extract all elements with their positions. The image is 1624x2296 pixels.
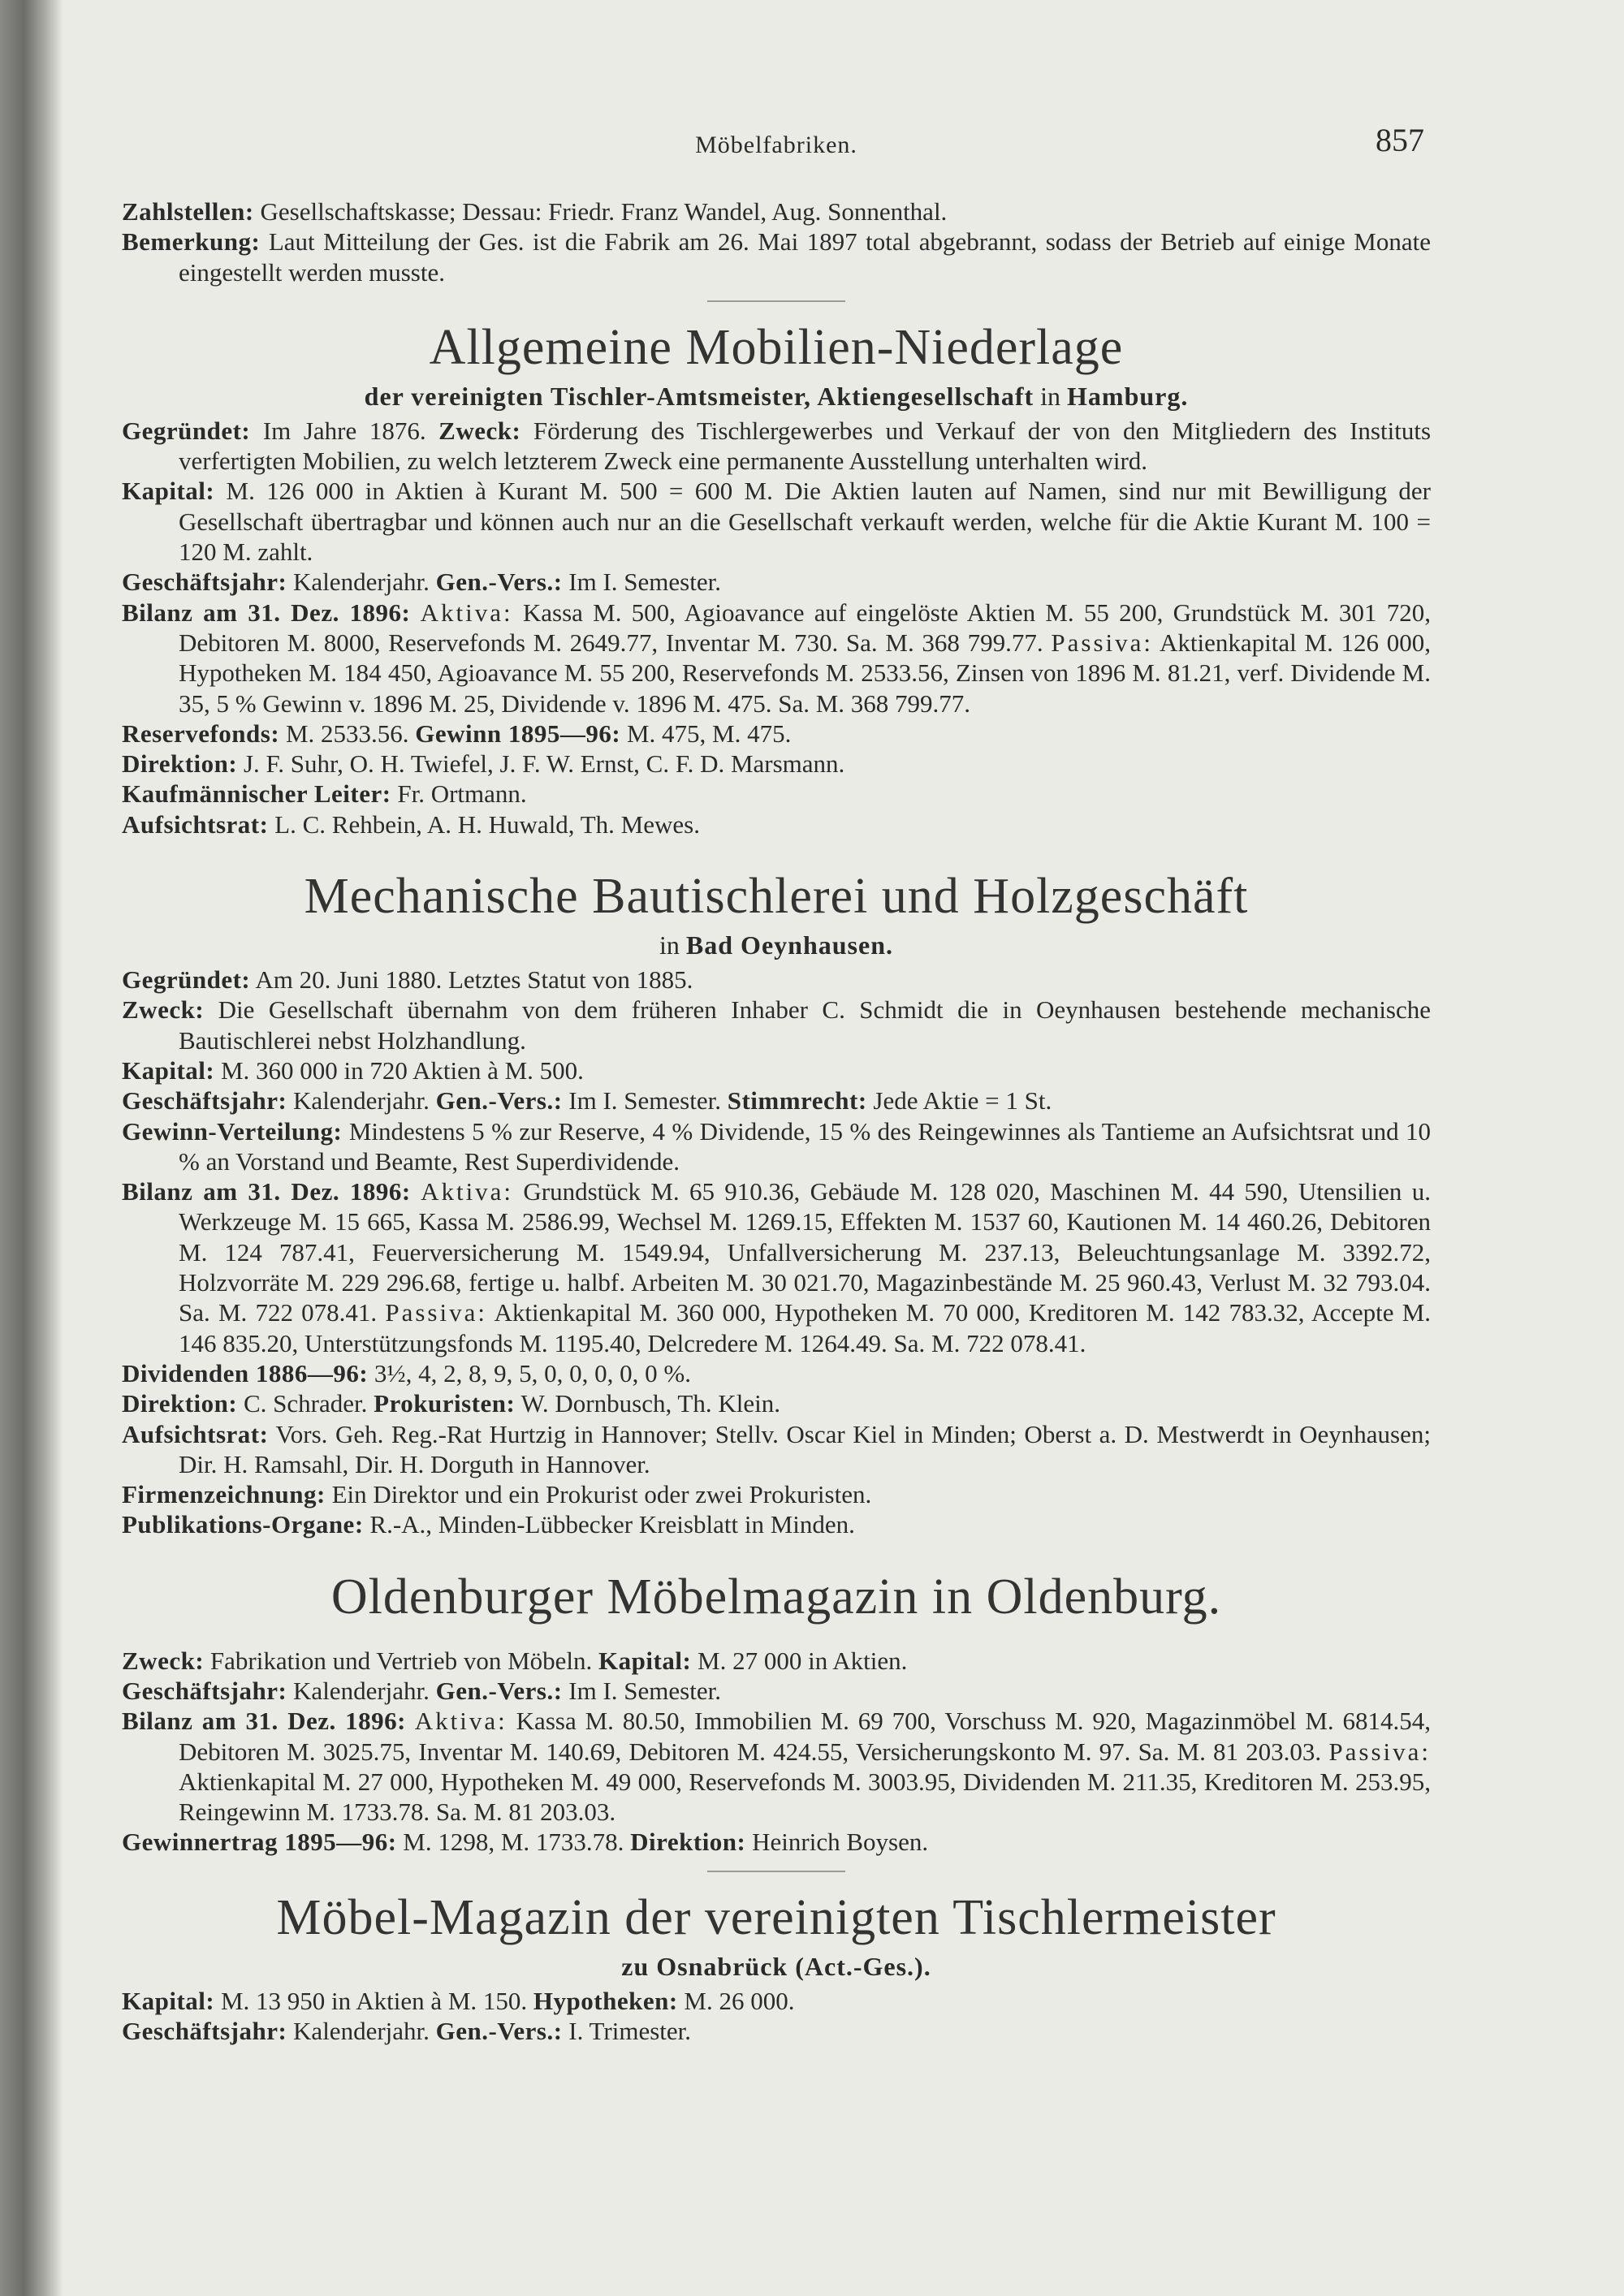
running-head-title: Möbelfabriken.: [695, 132, 857, 158]
entry-geschaeftsjahr: Geschäftsjahr: Kalenderjahr. Gen.-Vers.: Im I. Semester.: [122, 568, 721, 597]
entry-kaufm-leiter: Kaufmännischer Leiter: Fr. Ortmann.: [122, 779, 527, 809]
entry-geschaeftsjahr: Geschäftsjahr: Kalenderjahr. Gen.-Vers.: I. Trimester.: [122, 2017, 691, 2046]
company-title: Mechanische Bautischlerei und Holzgeschäft: [304, 869, 1249, 925]
entry-direktion: Direktion: C. Schrader. Prokuristen: W. Dornbusch, Th. Klein.: [122, 1389, 780, 1418]
entry-aufsichtsrat: Aufsichtsrat: Vors. Geh. Reg.-Rat Hurtzig in Hannover; Stellv. Oscar Kiel in Minden; Oberst a. D. Mestwerdt in Oeynhausen; Dir. H. Ramsahl, Dir. H. Dorguth in Hannover.: [122, 1419, 1431, 1478]
section-divider: [707, 1871, 845, 1872]
entry-zweck: Zweck: Fabrikation und Vertrieb von Möbeln. Kapital: M. 27 000 in Aktien.: [122, 1646, 908, 1675]
entry-zweck: Zweck: Die Gesellschaft übernahm von dem früheren Inhaber C. Schmidt die in Oeynhausen bestehende mechanische Bautischlerei nebst Holzhandlung.: [122, 995, 1432, 1055]
entry-bilanz: Bilanz am 31. Dez. 1896: Aktiva: Kassa M. 80.50, Immobilien M. 69 700, Vorschuss M. 920, Magazinmöbel M. 6814.54, Debitoren M. 3025.75, Inventar M. 140.69, Debitoren M. 424.55, Versicherungskonto M. 97. Sa. M. 81 203.03. Passiva: Aktienkapital M. 27 000, Hypotheken M. 49 000, Reservefonds M. 3003.95, Dividenden M. 211.35, Kreditoren M. 253.95, Reingewinn M. 1733.78. Sa. M. 81 203.03.: [122, 1707, 1432, 1827]
company-subtitle: der vereinigten Tischler-Amtsmeister, Aktiengesellschaft in Hamburg.: [364, 381, 1189, 411]
entry-dividenden: Dividenden 1886—96: 3½, 4, 2, 8, 9, 5, 0, 0, 0, 0, 0 %.: [122, 1358, 691, 1388]
entry-gewinn-verteilung: Gewinn-Verteilung: Mindestens 5 % zur Reserve, 4 % Dividende, 15 % des Reingewinnes als Tantieme an Aufsichtsrat und 10 % an Vorstand und Beamte, Rest Superdividende.: [122, 1116, 1432, 1176]
entry-firmenzeichnung: Firmenzeichnung: Ein Direktor und ein Prokurist oder zwei Prokuristen.: [122, 1480, 872, 1509]
company-subtitle: zu Osnabrück (Act.-Ges.).: [621, 1951, 931, 1981]
entry-reservefonds: Reservefonds: M. 2533.56. Gewinn 1895—96: M. 475, M. 475.: [122, 719, 792, 748]
running-head: [122, 122, 1431, 169]
entry-gegruendet: Gegründet: Im Jahre 1876. Zweck: Förderung des Tischlergewerbes und Verkauf der von den Mitgliedern des Instituts verfertigten Mobilien, zu welch letzterem Zweck eine permanente Ausstellung unterhalten wird.: [122, 416, 1432, 476]
company-title: Oldenburger Möbelmagazin in Oldenburg.: [330, 1569, 1222, 1625]
entry-bemerkung: Bemerkung: Laut Mitteilung der Ges. ist die Fabrik am 26. Mai 1897 total abgebrannt, sodass der Betrieb auf einige Monate eingestellt werden musste.: [122, 227, 1431, 287]
entry-kapital: Kapital: M. 13 950 in Aktien à M. 150. Hypotheken: M. 26 000.: [122, 1986, 795, 2015]
page-number: 857: [1376, 122, 1424, 158]
entry-zahlstellen: Zahlstellen: Gesellschaftskasse; Dessau: Friedr. Franz Wandel, Aug. Sonnenthal.: [122, 197, 948, 226]
entry-bilanz: Bilanz am 31. Dez. 1896: Aktiva: Grundstück M. 65 910.36, Gebäude M. 128 020, Maschinen M. 44 590, Utensilien u. Werkzeuge M. 15 665, Kassa M. 2586.99, Wechsel M. 1269.15, Effekten M. 1537 60, Kautionen M. 14 460.26, Debitoren M. 124 787.41, Feuerversicherung M. 1549.94, Unfallversicherung M. 237.13, Beleuchtungsanlage M. 3392.72, Holzvorräte M. 229 296.68, fertige u. halbf. Arbeiten M. 30 021.70, Magazinbestände M. 25 960.43, Verlust M. 32 793.04. Sa. M. 722 078.41. Passiva: Aktienkapital M. 360 000, Hypotheken M. 70 000, Kreditoren M. 142 783.32, Accepte M. 146 835.20, Unterstützungsfonds M. 1195.40, Delcredere M. 1264.49. Sa. M. 722 078.41.: [122, 1177, 1432, 1357]
entry-aufsichtsrat: Aufsichtsrat: L. C. Rehbein, A. H. Huwald, Th. Mewes.: [122, 809, 700, 839]
entry-gewinnertrag: Gewinnertrag 1895—96: M. 1298, M. 1733.78. Direktion: Heinrich Boysen.: [122, 1828, 929, 1857]
entry-gegruendet: Gegründet: Am 20. Juni 1880. Letztes Statut von 1885.: [122, 965, 693, 995]
scan-edge: [0, 0, 63, 2296]
entry-publikations-organe: Publikations-Organe: R.-A., Minden-Lübbecker Kreisblatt in Minden.: [122, 1510, 855, 1539]
entry-geschaeftsjahr: Geschäftsjahr: Kalenderjahr. Gen.-Vers.: Im I. Semester. Stimmrecht: Jede Aktie = 1 St.: [122, 1086, 1052, 1116]
page: [122, 122, 1432, 2046]
company-title: Möbel-Magazin der vereinigten Tischlermeister: [276, 1889, 1276, 1945]
entry-kapital: Kapital: M. 360 000 in 720 Aktien à M. 500.: [122, 1055, 584, 1085]
entry-direktion: Direktion: J. F. Suhr, O. H. Twiefel, J. F. W. Ernst, C. F. D. Marsmann.: [122, 749, 845, 779]
entry-bilanz: Bilanz am 31. Dez. 1896: Aktiva: Kassa M. 500, Agioavance auf eingelöste Aktien M. 55 200, Grundstück M. 301 720, Debitoren M. 8000, Reservefonds M. 2649.77, Inventar M. 730. Sa. M. 368 799.77. Passiva: Aktienkapital M. 126 000, Hypotheken M. 184 450, Agioavance M. 55 200, Reservefonds M. 2533.56, Zinsen von 1896 M. 81.21, verf. Dividende M. 35, 5 % Gewinn v. 1896 M. 25, Dividende v. 1896 M. 475. Sa. M. 368 799.77.: [122, 598, 1432, 718]
entry-kapital: Kapital: M. 126 000 in Aktien à Kurant M. 500 = 600 M. Die Aktien lauten auf Namen, sind nur mit Bewilligung der Gesellschaft übertragbar und können auch nur an die Gesellschaft verkauft werden, welche für die Aktie Kurant M. 100 = 120 M. zahlt.: [122, 477, 1431, 567]
company-title: Allgemeine Mobilien-Niederlage: [429, 319, 1124, 375]
company-subtitle: in Bad Oeynhausen.: [659, 930, 893, 960]
entry-geschaeftsjahr: Geschäftsjahr: Kalenderjahr. Gen.-Vers.: Im I. Semester.: [122, 1676, 721, 1705]
section-divider: [707, 300, 845, 302]
